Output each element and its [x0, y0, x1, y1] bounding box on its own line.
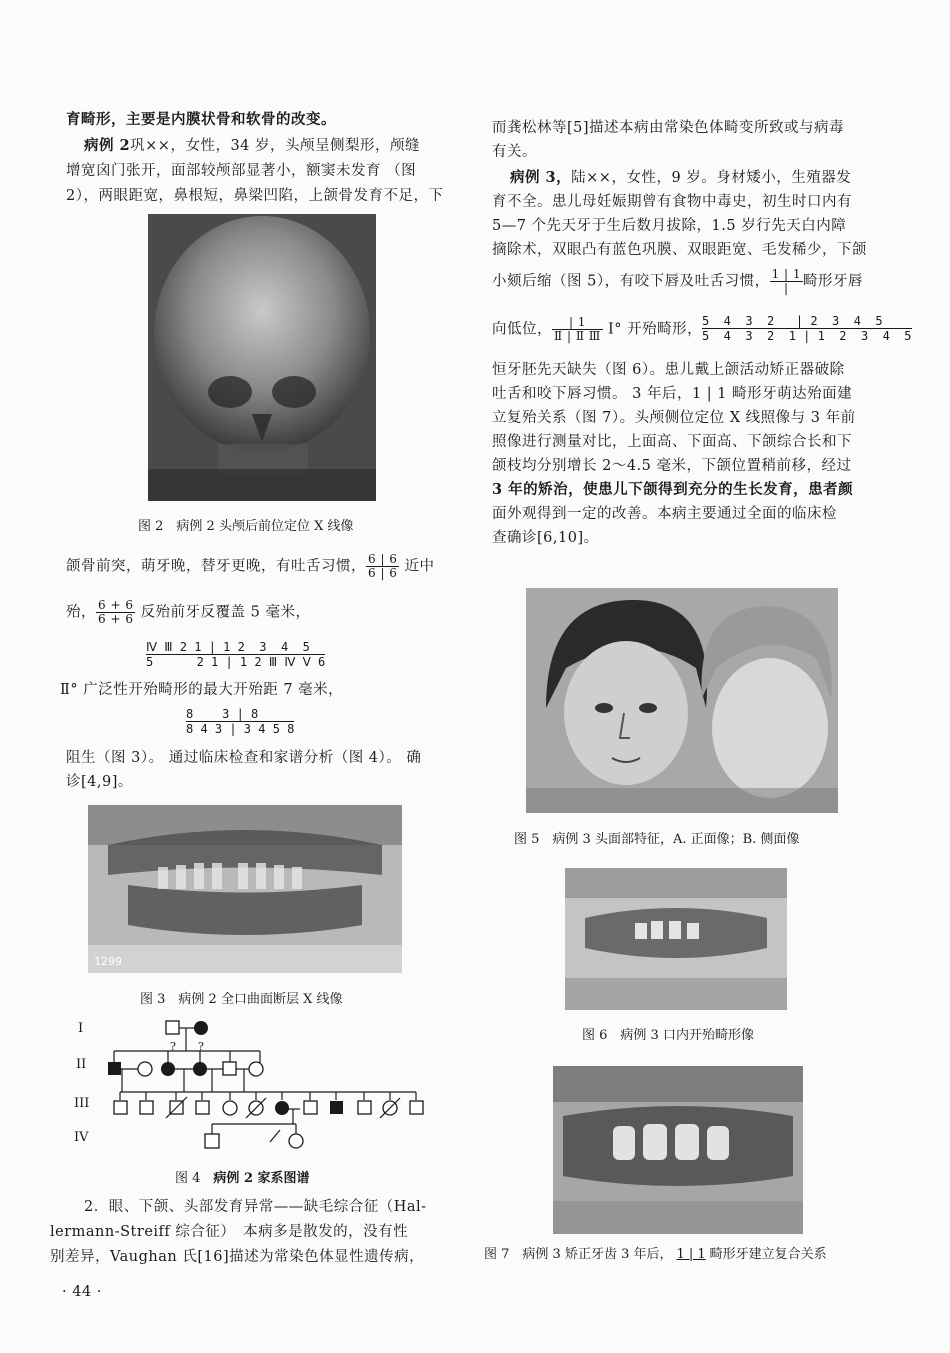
text-line: 查确诊[6,10]。: [492, 530, 599, 546]
pedigree-male: [166, 1021, 179, 1034]
text-line: 摘除术，双眼凸有蓝色巩膜、双眼距宽、毛发稀少，下颌: [492, 242, 867, 258]
tooth-notation: 8 3 | 8 8 4 3 | 3 4 5 8: [186, 707, 295, 736]
text-line: 3 年的矫治，使患儿下颌得到充分的生长发育，患者颜: [492, 481, 854, 498]
text-line: 育畸形，主要是内膜状骨和软骨的改变。: [66, 111, 336, 128]
pedigree-female: [138, 1062, 152, 1076]
face-photo-image: [526, 588, 838, 813]
text-line: 殆， $\frac{6 + 6}{6 + 6}$ 反殆前牙反覆盖 5 毫米，: [66, 598, 311, 626]
pedigree-female-affected: [194, 1021, 208, 1035]
pedigree-male: [140, 1101, 153, 1114]
text-line: 颌枝均分别增长 2～4.5 毫米，下颌位置稍前移，经过: [492, 458, 852, 474]
text-line: 育不全。患儿母妊娠期曾有食物中毒史，初生时口内有: [492, 194, 852, 210]
figure-caption: 图 4 病例 2 家系图谱: [175, 1171, 310, 1186]
pedigree-male-affected: [108, 1062, 121, 1075]
page-number: · 44 ·: [62, 1284, 102, 1300]
tooth-notation: $\frac{6 + 6}{6 + 6}$: [98, 598, 134, 626]
generation-label: III: [74, 1096, 90, 1111]
tooth-notation: $\frac{| 1}{\text{Ⅱ | Ⅱ Ⅲ}}$: [554, 315, 601, 343]
text-line: 小颏后缩（图 5），有咬下唇及吐舌习惯， $\frac{1 | 1}{|}$ 畸形牙唇: [492, 267, 864, 295]
pedigree-male: [205, 1134, 219, 1148]
case-label: 病例 3，: [510, 169, 572, 186]
text-line: 别差异，Vaughan 氏[16]描述为常染色体显性遗传病，: [50, 1249, 425, 1265]
pedigree-female-affected: [161, 1062, 175, 1076]
text-line: 照像进行测量对比，上面高、下面高、下颌综合长和下: [492, 434, 852, 450]
text-line: 面外观得到一定的改善。本病主要通过全面的临床检: [492, 506, 837, 522]
case-label: 病例 2: [84, 137, 131, 154]
text-line: 颌骨前突，萌牙晚，替牙更晚，有吐舌习惯， $\frac{6 | 6}{6 | 6}$ 近中: [66, 552, 435, 580]
text-line: 病例 3，陆××，女性，9 岁。身材矮小，生殖器发: [510, 169, 852, 186]
pedigree-male-affected: [330, 1101, 343, 1114]
text-line: lermann-Streiff 综合征） 本病多是散发的，没有性: [50, 1224, 409, 1240]
pedigree-male: [304, 1101, 317, 1114]
pedigree-male: [410, 1101, 423, 1114]
pedigree-female: [249, 1062, 263, 1076]
figure-caption: 图 6 病例 3 口内开殆畸形像: [582, 1028, 754, 1043]
pedigree-proband: [275, 1101, 289, 1115]
generation-label: II: [76, 1057, 87, 1072]
text-line: 2），两眼距宽，鼻根短，鼻梁凹陷，上颌骨发育不足，下: [66, 188, 444, 204]
pedigree-chart: [100, 1014, 440, 1164]
generation-label: I: [78, 1021, 84, 1036]
text-line: 阻生（图 3）。 通过临床检查和家谱分析（图 4）。 确: [66, 750, 422, 766]
question-mark: ?: [170, 1040, 176, 1053]
text-line: 有关。: [492, 144, 537, 160]
occlusion-photo-image: [553, 1066, 803, 1234]
intraoral-photo-image: [565, 868, 787, 1010]
tooth-notation: Ⅳ Ⅲ 2 1 | 1 2 3 4 5 5 2 1 | 1 2 Ⅲ Ⅳ Ⅴ 6: [146, 640, 326, 669]
text-line: 2．眼、下颌、头部发育异常——缺毛综合征（Hal-: [84, 1199, 427, 1215]
panoramic-xray-image: [88, 805, 402, 973]
text-line: 病例 2巩××，女性，34 岁，头颅呈侧梨形，颅缝: [84, 137, 420, 154]
tooth-notation: $\frac{1 | 1}{|}$: [771, 267, 802, 295]
pedigree-male: [114, 1101, 127, 1114]
film-number: 1299: [94, 955, 122, 968]
pedigree-male: [196, 1101, 209, 1114]
figure-caption: 图 3 病例 2 全口曲面断层 X 线像: [140, 992, 343, 1007]
text-line: 5—7 个先天牙于生后数月拔除，1.5 岁行先天白内障: [492, 218, 847, 234]
figure-caption: 图 7 病例 3 矫正牙齿 3 年后， 1 | 1 畸形牙建立复合关系: [484, 1247, 827, 1262]
skull-xray-image: [148, 214, 376, 501]
pedigree-male: [358, 1101, 371, 1114]
figure-caption: 图 2 病例 2 头颅后前位定位 X 线像: [138, 519, 354, 534]
pedigree-female: [223, 1101, 237, 1115]
tooth-notation: $\frac{6 | 6}{6 | 6}$: [368, 552, 398, 580]
text-line: 吐舌和咬下唇习惯。 3 年后，1 | 1 畸形牙萌达殆面建: [492, 386, 853, 402]
text-line: Ⅱ° 广泛性开殆畸形的最大开殆距 7 毫米，: [60, 682, 344, 698]
text-line: 增宽囟门张开，面部较颅部显著小，额窦未发育 （图: [66, 163, 417, 179]
pedigree-male: [223, 1062, 236, 1075]
text-line: 恒牙胚先天缺失（图 6）。患儿戴上颌活动矫正器破除: [492, 362, 845, 378]
text-line: 而龚松林等[5]描述本病由常染色体畸变所致或与病毒: [492, 120, 845, 136]
tooth-notation: 5 4 3 2 | 2 3 4 5 5 4 3 2 1 | 1 2 3 4 5: [702, 314, 912, 343]
text-line: 向低位， $\frac{| 1}{\text{Ⅱ | Ⅱ Ⅲ}}$ Ⅰ° 开殆畸形，: [492, 315, 703, 343]
figure-caption: 图 5 病例 3 头面部特征，A. 正面像；B. 侧面像: [514, 832, 800, 847]
pedigree-female-affected: [193, 1062, 207, 1076]
text-line: 诊[4,9]。: [66, 774, 133, 790]
text-line: 立复殆关系（图 7）。头颅侧位定位 X 线照像与 3 年前: [492, 410, 856, 426]
question-mark: ?: [198, 1040, 204, 1053]
generation-label: IV: [74, 1130, 89, 1145]
pedigree-female: [289, 1134, 303, 1148]
